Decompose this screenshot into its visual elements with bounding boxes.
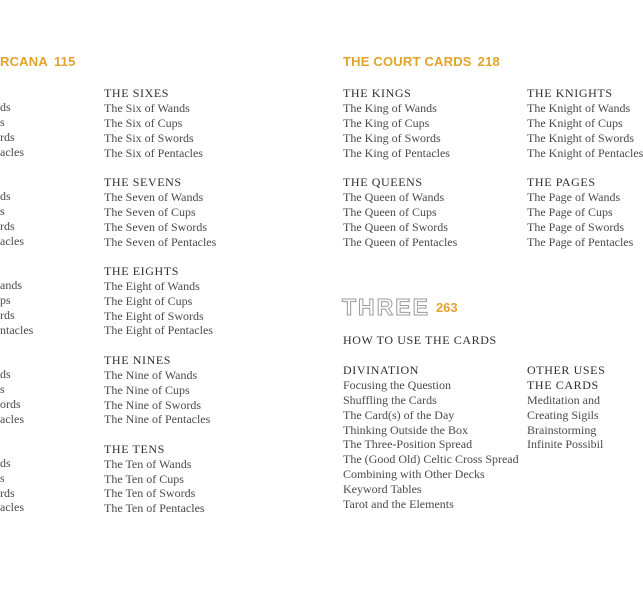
spacer [104,338,216,353]
list-item: Infinite Possibil [527,437,604,452]
list-item: rds [0,129,15,144]
group-title: THE TENS [104,441,165,456]
list-item: s [0,381,5,396]
list-item: Creating Sigils [527,407,599,422]
list-item: ds [0,100,11,114]
list-item: The Page of Pentacles [527,234,634,249]
spacer [0,337,33,366]
spacer [0,426,33,455]
part-three-title [342,294,458,321]
list-item: Thinking Outside the Box [343,422,468,437]
cut-off-column [0,100,33,515]
list-item: rds [0,485,15,500]
list-item: The Eight of Wands [104,278,200,293]
list-item: ands [0,277,22,292]
pages-group [527,175,634,249]
list-item: acles [0,411,24,426]
list-item: The Six of Swords [104,130,194,145]
list-item: The Page of Cups [527,204,613,219]
list-item: The Ten of Pentacles [104,501,205,516]
list-item: Shuffling the Cards [343,392,437,407]
list-item: The Knight of Swords [527,130,634,145]
list-item: s [0,203,5,218]
list-item: The Eight of Cups [104,293,193,308]
list-item: Meditation and [527,392,600,407]
group-title: THE SEVENS [104,174,182,189]
kings-group [343,86,450,160]
how-to-use-heading: HOW TO USE THE CARDS [343,333,497,347]
spacer [0,160,33,189]
list-item: rds [0,307,15,322]
group-title: THE SIXES [104,86,170,100]
list-item: ds [0,188,11,203]
list-item: The Seven of Wands [104,189,204,204]
list-item: The Nine of Cups [104,382,190,397]
list-item: The Queen of Wands [343,189,445,204]
queens-group [343,175,457,249]
list-item: The Card(s) of the Day [343,407,455,422]
list-item: acles [0,500,24,515]
list-item: The Three-Position Spread [343,437,473,452]
list-item: The King of Pentacles [343,145,450,160]
list-item: The Seven of Pentacles [104,234,217,249]
group-title: THE KINGS [343,86,412,100]
group-title: THE NINES [104,352,172,367]
spacer [0,249,33,278]
list-item: The (Good Old) Celtic Cross Spread [343,452,519,467]
part-page-number: 263 [435,300,458,315]
list-item: The Ten of Cups [104,471,184,486]
group-title: THE PAGES [527,175,596,189]
heading-page-number: 115 [53,54,76,69]
list-item: The King of Cups [343,115,430,130]
group-title: THE QUEENS [343,175,423,189]
list-item: ntacles [0,322,34,337]
list-item: The Seven of Cups [104,204,196,219]
list-item: The Queen of Swords [343,219,448,234]
list-item: s [0,470,5,485]
minor-arcana-column [104,86,216,516]
list-item: The Queen of Pentacles [343,234,458,249]
list-item: The Knight of Cups [527,115,623,130]
list-item: ds [0,455,11,470]
list-item: The Seven of Swords [104,219,207,234]
list-item: The Six of Cups [104,115,183,130]
part-title: THREE [342,294,430,320]
list-item: The Knight of Pentacles [527,145,643,160]
other-uses-group [527,363,606,452]
spacer [104,427,216,442]
list-item: The Knight of Wands [527,100,631,115]
list-item: The Nine of Swords [104,397,201,412]
court-cards-heading [343,54,500,69]
heading-text: RCANA [0,54,48,69]
list-item: The Six of Pentacles [104,145,203,160]
list-item: The Ten of Wands [104,456,192,471]
list-item: Focusing the Question [343,377,451,392]
court-page-number: 218 [477,54,500,69]
major-arcana-heading [0,54,76,69]
group-title: DIVINATION [343,363,419,377]
list-item: Brainstorming [527,422,597,437]
list-item: The Queen of Cups [343,204,437,219]
list-item: The Page of Wands [527,189,621,204]
list-item: Keyword Tables [343,482,422,497]
list-item: The Nine of Pentacles [104,412,211,427]
list-item: The King of Swords [343,130,441,145]
list-item: The King of Wands [343,100,437,115]
list-item: rds [0,218,15,233]
list-item: ps [0,292,11,307]
list-item: Tarot and the Elements [343,497,454,512]
list-item: ds [0,366,11,381]
court-heading-text: THE COURT CARDS [343,54,472,69]
knights-group [527,86,643,160]
list-item: ords [0,396,21,411]
divination-group [343,363,519,512]
list-item: The Page of Swords [527,219,624,234]
spacer [104,249,216,264]
list-item: The Eight of Swords [104,308,204,323]
list-item: The Six of Wands [104,100,190,115]
group-title: THE KNIGHTS [527,86,613,100]
list-item: The Ten of Swords [104,486,196,501]
group-title: THE CARDS [527,377,599,392]
list-item: acles [0,233,24,248]
spacer [104,160,216,175]
list-item: acles [0,144,24,159]
list-item: The Nine of Wands [104,367,198,382]
list-item: s [0,114,5,129]
group-title: THE EIGHTS [104,263,179,278]
list-item: Combining with Other Decks [343,467,485,482]
group-title: OTHER USES [527,363,606,377]
list-item: The Eight of Pentacles [104,323,213,338]
